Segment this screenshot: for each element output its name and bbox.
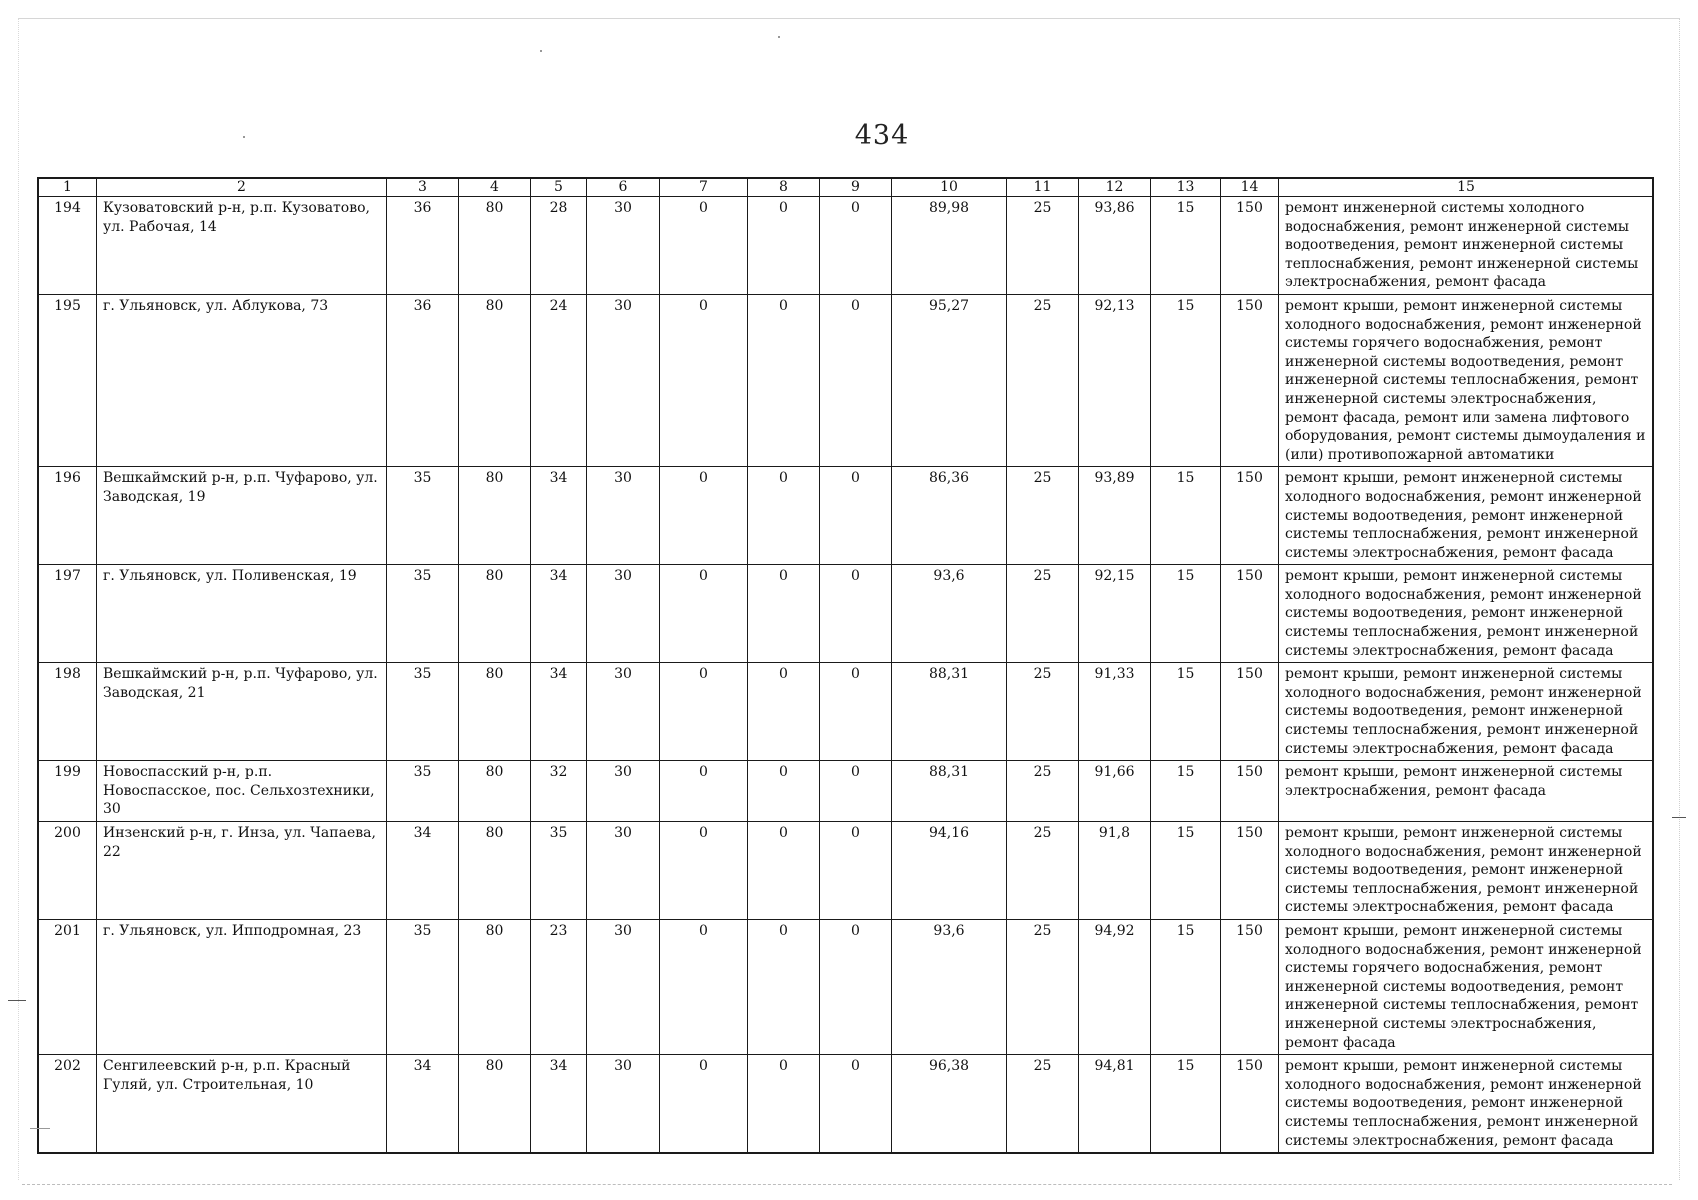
- cell-col-6: 30: [587, 565, 660, 663]
- page-number: 434: [854, 120, 910, 151]
- cell-col-10: 95,27: [892, 294, 1007, 466]
- cell-col-10: 88,31: [892, 761, 1007, 822]
- column-header-7: 7: [660, 179, 748, 197]
- address-cell: Кузоватовский р-н, р.п. Кузоватово, ул. Рабочая, 14: [97, 197, 387, 295]
- repair-works-cell: ремонт крыши, ремонт инженерной системы холодного водоснабжения, ремонт инженерной системы водоотведения, ремонт инженерной системы теплоснабжения, ремонт инженерной системы электроснабжения, ремонт фасада: [1279, 467, 1654, 565]
- row-number-cell: 197: [39, 565, 97, 663]
- cell-col-14: 150: [1221, 565, 1279, 663]
- cell-col-12: 92,15: [1079, 565, 1151, 663]
- column-header-11: 11: [1007, 179, 1079, 197]
- cell-col-10: 88,31: [892, 663, 1007, 761]
- cell-col-3: 34: [387, 822, 459, 920]
- repair-works-cell: ремонт крыши, ремонт инженерной системы холодного водоснабжения, ремонт инженерной системы горячего водоснабжения, ремонт инженерной системы водоотведения, ремонт инженерной системы теплоснабжения, ремонт инженерной системы электроснабжения, ремонт фасада, ремонт или замена лифтового оборудования, ремонт системы дымоудаления и (или) противопожарной автоматики: [1279, 294, 1654, 466]
- cell-col-4: 80: [459, 919, 531, 1054]
- cell-col-3: 35: [387, 565, 459, 663]
- column-header-4: 4: [459, 179, 531, 197]
- cell-col-5: 34: [531, 565, 587, 663]
- cell-col-11: 25: [1007, 919, 1079, 1054]
- scan-speck: [540, 50, 542, 52]
- cell-col-5: 34: [531, 1055, 587, 1153]
- cell-col-11: 25: [1007, 197, 1079, 295]
- cell-col-11: 25: [1007, 294, 1079, 466]
- table-row: [39, 565, 1654, 663]
- cell-col-6: 30: [587, 197, 660, 295]
- row-number-cell: 195: [39, 294, 97, 466]
- column-header-15: 15: [1279, 179, 1654, 197]
- column-header-13: 13: [1151, 179, 1221, 197]
- cell-col-4: 80: [459, 565, 531, 663]
- table-row: [39, 761, 1654, 822]
- cell-col-5: 28: [531, 197, 587, 295]
- repair-works-cell: ремонт крыши, ремонт инженерной системы холодного водоснабжения, ремонт инженерной системы водоотведения, ремонт инженерной системы теплоснабжения, ремонт инженерной системы электроснабжения, ремонт фасада: [1279, 822, 1654, 920]
- address-cell: Инзенский р-н, г. Инза, ул. Чапаева, 22: [97, 822, 387, 920]
- cell-col-10: 93,6: [892, 565, 1007, 663]
- cell-col-12: 91,33: [1079, 663, 1151, 761]
- repair-works-cell: ремонт крыши, ремонт инженерной системы холодного водоснабжения, ремонт инженерной системы водоотведения, ремонт инженерной системы теплоснабжения, ремонт инженерной системы электроснабжения, ремонт фасада: [1279, 663, 1654, 761]
- repair-works-cell: ремонт крыши, ремонт инженерной системы холодного водоснабжения, ремонт инженерной системы водоотведения, ремонт инженерной системы теплоснабжения, ремонт инженерной системы электроснабжения, ремонт фасада: [1279, 1055, 1654, 1153]
- scan-speck: [243, 136, 245, 138]
- cell-col-9: 0: [820, 294, 892, 466]
- row-number-cell: 202: [39, 1055, 97, 1153]
- cell-col-14: 150: [1221, 197, 1279, 295]
- cell-col-7: 0: [660, 919, 748, 1054]
- cell-col-3: 35: [387, 761, 459, 822]
- repair-works-cell: ремонт крыши, ремонт инженерной системы холодного водоснабжения, ремонт инженерной системы водоотведения, ремонт инженерной системы теплоснабжения, ремонт инженерной системы электроснабжения, ремонт фасада: [1279, 565, 1654, 663]
- table-row: [39, 1055, 1654, 1153]
- cell-col-12: 94,81: [1079, 1055, 1151, 1153]
- cell-col-7: 0: [660, 663, 748, 761]
- cell-col-10: 89,98: [892, 197, 1007, 295]
- row-number-cell: 196: [39, 467, 97, 565]
- cell-col-3: 35: [387, 663, 459, 761]
- row-number-cell: 200: [39, 822, 97, 920]
- cell-col-3: 35: [387, 919, 459, 1054]
- cell-col-6: 30: [587, 294, 660, 466]
- cell-col-7: 0: [660, 565, 748, 663]
- cell-col-8: 0: [748, 467, 820, 565]
- cell-col-9: 0: [820, 822, 892, 920]
- repair-works-cell: ремонт крыши, ремонт инженерной системы электроснабжения, ремонт фасада: [1279, 761, 1654, 822]
- table-header: [39, 179, 1654, 197]
- cell-col-6: 30: [587, 919, 660, 1054]
- cell-col-14: 150: [1221, 294, 1279, 466]
- address-cell: г. Ульяновск, ул. Ипподромная, 23: [97, 919, 387, 1054]
- cell-col-8: 0: [748, 565, 820, 663]
- cell-col-10: 96,38: [892, 1055, 1007, 1153]
- cell-col-6: 30: [587, 822, 660, 920]
- cell-col-5: 34: [531, 467, 587, 565]
- cell-col-9: 0: [820, 565, 892, 663]
- cell-col-5: 32: [531, 761, 587, 822]
- column-header-14: 14: [1221, 179, 1279, 197]
- cell-col-14: 150: [1221, 663, 1279, 761]
- cell-col-13: 15: [1151, 1055, 1221, 1153]
- cell-col-14: 150: [1221, 467, 1279, 565]
- cell-col-4: 80: [459, 197, 531, 295]
- cell-col-11: 25: [1007, 467, 1079, 565]
- table-row: [39, 919, 1654, 1054]
- repair-table: [38, 178, 1654, 1153]
- cell-col-14: 150: [1221, 761, 1279, 822]
- cell-col-6: 30: [587, 761, 660, 822]
- cell-col-12: 93,89: [1079, 467, 1151, 565]
- repair-works-cell: ремонт крыши, ремонт инженерной системы холодного водоснабжения, ремонт инженерной системы горячего водоснабжения, ремонт инженерной системы водоотведения, ремонт инженерной системы теплоснабжения, ремонт инженерной системы электроснабжения, ремонт фасада: [1279, 919, 1654, 1054]
- table-row: [39, 294, 1654, 466]
- cell-col-5: 23: [531, 919, 587, 1054]
- cell-col-7: 0: [660, 467, 748, 565]
- cell-col-13: 15: [1151, 663, 1221, 761]
- column-header-2: 2: [97, 179, 387, 197]
- cell-col-10: 86,36: [892, 467, 1007, 565]
- cell-col-9: 0: [820, 1055, 892, 1153]
- cell-col-11: 25: [1007, 822, 1079, 920]
- cell-col-9: 0: [820, 919, 892, 1054]
- cell-col-4: 80: [459, 663, 531, 761]
- cell-col-7: 0: [660, 197, 748, 295]
- cell-col-12: 91,8: [1079, 822, 1151, 920]
- cell-col-7: 0: [660, 294, 748, 466]
- cell-col-9: 0: [820, 663, 892, 761]
- row-number-cell: 199: [39, 761, 97, 822]
- cell-col-5: 24: [531, 294, 587, 466]
- table-row: [39, 663, 1654, 761]
- cell-col-12: 93,86: [1079, 197, 1151, 295]
- cell-col-9: 0: [820, 467, 892, 565]
- cell-col-4: 80: [459, 467, 531, 565]
- cell-col-14: 150: [1221, 919, 1279, 1054]
- cell-col-7: 0: [660, 761, 748, 822]
- column-header-9: 9: [820, 179, 892, 197]
- address-cell: г. Ульяновск, ул. Аблукова, 73: [97, 294, 387, 466]
- cell-col-13: 15: [1151, 197, 1221, 295]
- cell-col-12: 91,66: [1079, 761, 1151, 822]
- cell-col-11: 25: [1007, 565, 1079, 663]
- cell-col-14: 150: [1221, 822, 1279, 920]
- cell-col-13: 15: [1151, 565, 1221, 663]
- table-row: [39, 467, 1654, 565]
- table-row: [39, 197, 1654, 295]
- table-body: [39, 197, 1654, 1153]
- address-cell: Вешкаймский р-н, р.п. Чуфарово, ул. Заводская, 21: [97, 663, 387, 761]
- cell-col-8: 0: [748, 197, 820, 295]
- cell-col-12: 94,92: [1079, 919, 1151, 1054]
- column-header-10: 10: [892, 179, 1007, 197]
- column-header-3: 3: [387, 179, 459, 197]
- address-cell: г. Ульяновск, ул. Поливенская, 19: [97, 565, 387, 663]
- scan-speck: [778, 36, 780, 38]
- cell-col-3: 36: [387, 197, 459, 295]
- address-cell: Вешкаймский р-н, р.п. Чуфарово, ул. Заводская, 19: [97, 467, 387, 565]
- cell-col-13: 15: [1151, 919, 1221, 1054]
- cell-col-14: 150: [1221, 1055, 1279, 1153]
- scan-mark: [1672, 817, 1686, 818]
- column-header-1: 1: [39, 179, 97, 197]
- row-number-cell: 198: [39, 663, 97, 761]
- cell-col-5: 34: [531, 663, 587, 761]
- cell-col-7: 0: [660, 1055, 748, 1153]
- cell-col-10: 93,6: [892, 919, 1007, 1054]
- cell-col-13: 15: [1151, 467, 1221, 565]
- column-number-row: [39, 179, 1654, 197]
- scan-bottom-edge: [22, 1184, 1672, 1185]
- cell-col-8: 0: [748, 294, 820, 466]
- cell-col-6: 30: [587, 1055, 660, 1153]
- cell-col-13: 15: [1151, 822, 1221, 920]
- cell-col-3: 34: [387, 1055, 459, 1153]
- repair-works-cell: ремонт инженерной системы холодного водоснабжения, ремонт инженерной системы водоотведения, ремонт инженерной системы теплоснабжения, ремонт инженерной системы электроснабжения, ремонт фасада: [1279, 197, 1654, 295]
- cell-col-8: 0: [748, 663, 820, 761]
- cell-col-13: 15: [1151, 294, 1221, 466]
- scan-mark: [8, 1000, 26, 1001]
- cell-col-8: 0: [748, 822, 820, 920]
- cell-col-7: 0: [660, 822, 748, 920]
- cell-col-9: 0: [820, 197, 892, 295]
- cell-col-9: 0: [820, 761, 892, 822]
- column-header-6: 6: [587, 179, 660, 197]
- cell-col-4: 80: [459, 294, 531, 466]
- cell-col-3: 35: [387, 467, 459, 565]
- cell-col-5: 35: [531, 822, 587, 920]
- row-number-cell: 194: [39, 197, 97, 295]
- cell-col-6: 30: [587, 467, 660, 565]
- cell-col-11: 25: [1007, 663, 1079, 761]
- cell-col-6: 30: [587, 663, 660, 761]
- cell-col-4: 80: [459, 1055, 531, 1153]
- cell-col-8: 0: [748, 919, 820, 1054]
- cell-col-3: 36: [387, 294, 459, 466]
- cell-col-12: 92,13: [1079, 294, 1151, 466]
- cell-col-11: 25: [1007, 1055, 1079, 1153]
- cell-col-8: 0: [748, 1055, 820, 1153]
- column-header-12: 12: [1079, 179, 1151, 197]
- cell-col-11: 25: [1007, 761, 1079, 822]
- cell-col-4: 80: [459, 822, 531, 920]
- address-cell: Новоспасский р-н, р.п. Новоспасское, пос. Сельхозтехники, 30: [97, 761, 387, 822]
- cell-col-4: 80: [459, 761, 531, 822]
- table-row: [39, 822, 1654, 920]
- column-header-8: 8: [748, 179, 820, 197]
- cell-col-13: 15: [1151, 761, 1221, 822]
- address-cell: Сенгилеевский р-н, р.п. Красный Гуляй, ул. Строительная, 10: [97, 1055, 387, 1153]
- row-number-cell: 201: [39, 919, 97, 1054]
- cell-col-10: 94,16: [892, 822, 1007, 920]
- scan-mark: [30, 1128, 50, 1129]
- cell-col-8: 0: [748, 761, 820, 822]
- column-header-5: 5: [531, 179, 587, 197]
